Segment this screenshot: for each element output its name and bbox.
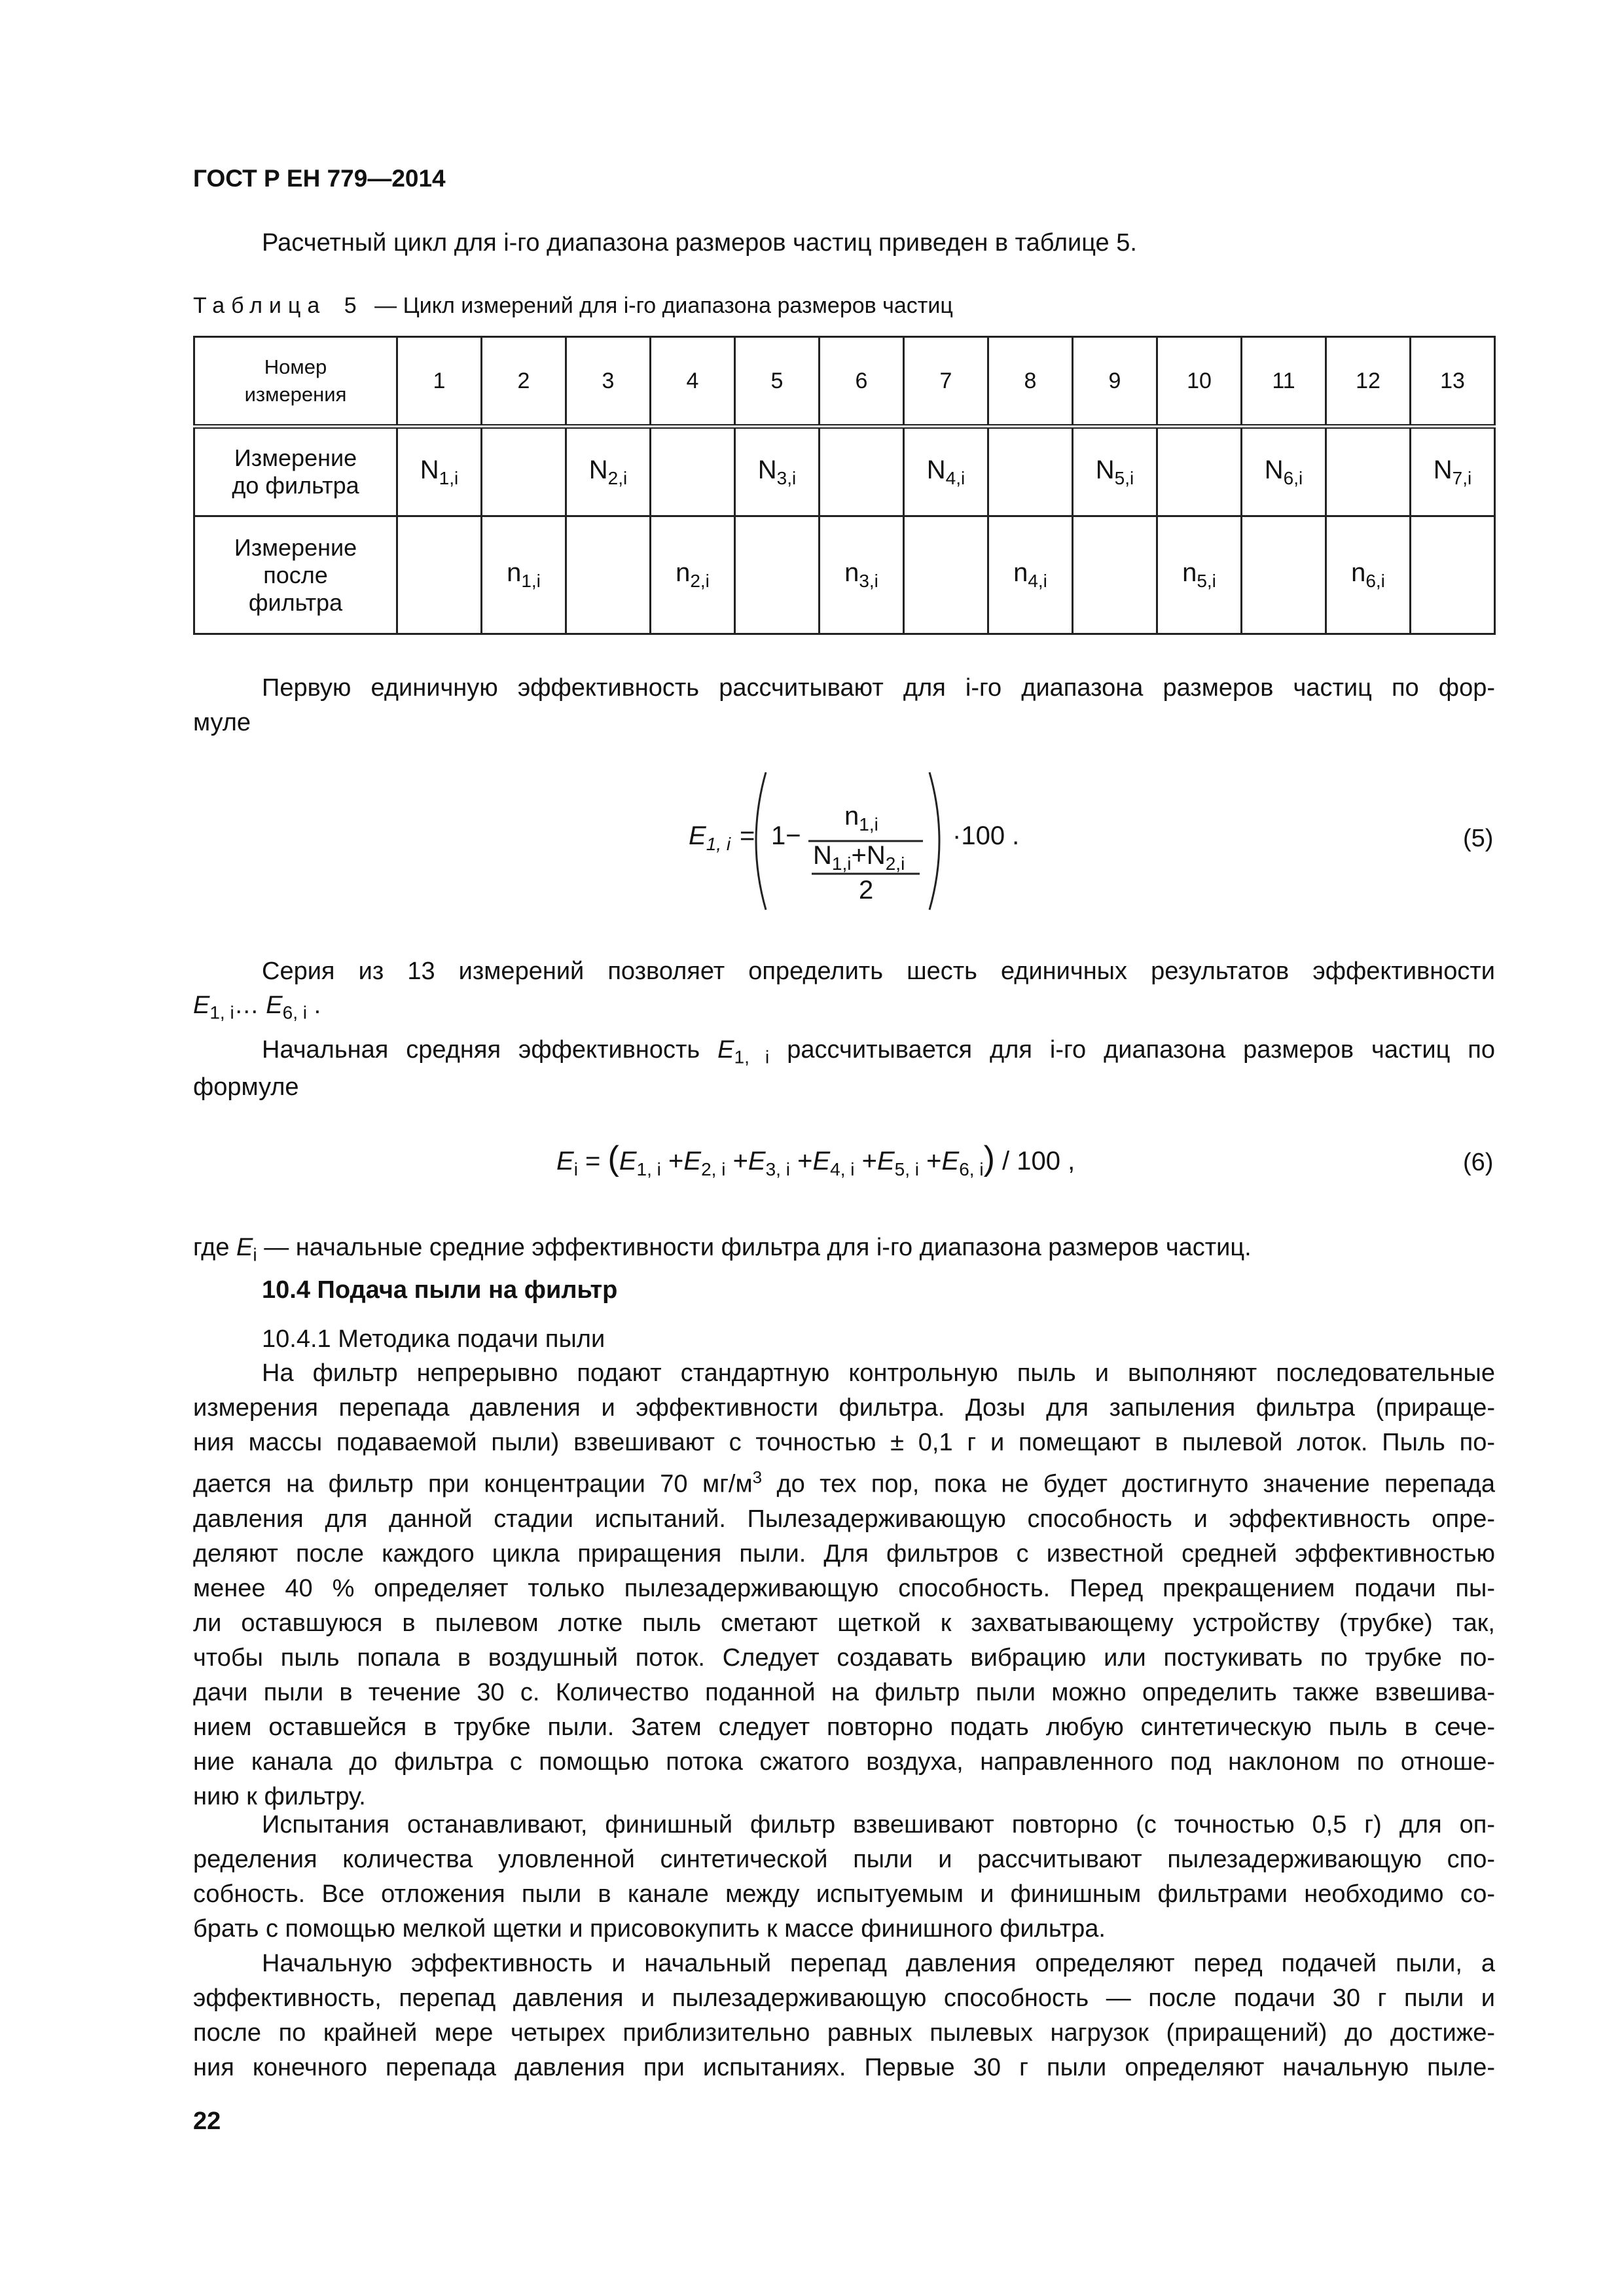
value-cell xyxy=(1073,516,1157,634)
value-cell xyxy=(1157,427,1242,516)
value-cell xyxy=(1157,516,1242,634)
value-cell xyxy=(1242,427,1326,516)
value-subscript: 5,i xyxy=(1197,571,1216,591)
formula-6-number: (6) xyxy=(1463,1149,1494,1176)
table-caption-word: Таблица xyxy=(193,293,327,318)
paragraph-line: ние канала до фильтра с помощью потока сжатого воздуха, направленного под наклоном по отноше- xyxy=(193,1748,1495,1776)
where-definition: где $E_i$ — начальные средние эффективности фильтра для i-го диапазона размеров частиц. xyxy=(193,1234,1252,1265)
value-cell xyxy=(904,516,988,634)
formula-5 xyxy=(681,769,1047,913)
measurement-number-cell: 7 xyxy=(904,337,988,427)
subsection-title: 10.4.1 Методика подачи пыли xyxy=(262,1325,605,1353)
value-base: N xyxy=(757,455,777,484)
paragraph-line: На фильтр непрерывно подают стандартную контрольную пыль и выполняют последовательные xyxy=(262,1359,1495,1387)
row-after-filter xyxy=(194,516,1495,634)
value-base: N xyxy=(926,455,946,484)
value-cell xyxy=(1326,427,1411,516)
paragraph-line: Начальную эффективность и начальный перепад давления определяют перед подачей пыли, а xyxy=(262,1950,1495,1977)
measurement-number-cell: 11 xyxy=(1242,337,1326,427)
first-efficiency-paragraph-line2: муле xyxy=(193,709,251,736)
value-cell xyxy=(820,427,904,516)
paragraph-line: брать с помощью мелкой щетки и присовокупить к массе финишного фильтра. xyxy=(193,1915,1106,1943)
measurement-number-cell: 2 xyxy=(482,337,566,427)
value-cell xyxy=(397,516,482,634)
value-base: N xyxy=(420,455,439,484)
dust-feeding-paragraph xyxy=(193,1356,1495,1814)
value-subscript: 1,i xyxy=(521,571,541,591)
paragraph-line: эффективность, перепад давления и пылезадерживающую способность — после подачи 30 г пыли и xyxy=(193,1984,1495,2012)
value-base: N xyxy=(1433,455,1453,484)
formula-5-one: 1− xyxy=(771,821,801,850)
row-before-filter xyxy=(194,427,1495,516)
paragraph-line: собность. Все отложения пыли в канале между испытуемым и финишным фильтрами необходимо со- xyxy=(193,1880,1495,1908)
measurement-number-cell: 8 xyxy=(988,337,1073,427)
value-base: N xyxy=(1264,455,1284,484)
measurement-number-cell: 1 xyxy=(397,337,482,427)
initial-efficiency-line1: Начальная средняя эффективность $E_{1, i}$ рассчитывается для i-го диапазона размеров частиц по xyxy=(262,1036,1496,1067)
paragraph-line: измерения перепада давления и эффективности фильтра. Дозы для запыления фильтра (прираще- xyxy=(193,1394,1495,1422)
value-cell xyxy=(735,516,820,634)
value-subscript: 2,i xyxy=(690,571,710,591)
initial-efficiency-paragraph xyxy=(193,1946,1495,2085)
value-base: n xyxy=(507,558,522,587)
value-base: n xyxy=(844,558,859,587)
paragraph-line: ли оставшуюся в пылевом лотке пыль сметают щеткой к захватывающему устройству (трубке) так, xyxy=(193,1609,1495,1637)
value-cell xyxy=(482,516,566,634)
section-title: 10.4 Подача пыли на фильтр xyxy=(262,1276,618,1304)
paragraph-line: ния массы подаваемой пыли) взвешивают с точностью ± 0,1 г и помещают в пылевой лоток. Пыль по- xyxy=(193,1429,1495,1456)
value-subscript: 4,i xyxy=(945,467,965,488)
value-subscript: 6,i xyxy=(1283,467,1303,488)
value-subscript: 3,i xyxy=(776,467,797,488)
value-base: n xyxy=(1182,558,1197,587)
table-header-row xyxy=(194,337,1495,427)
value-cell xyxy=(735,427,820,516)
paragraph-line: ределения количества уловленной синтетической пыли и рассчитывают пылезадерживающую спо- xyxy=(193,1846,1495,1873)
measurement-number-cell: 13 xyxy=(1411,337,1495,427)
paragraph-line: деляют после каждого цикла приращения пыли. Для фильтров с известной средней эффективностью xyxy=(193,1539,1495,1568)
value-cell xyxy=(566,516,651,634)
value-base: n xyxy=(1351,558,1366,587)
formula-5-multiplier: ·100 . xyxy=(952,821,1020,850)
value-cell xyxy=(1411,427,1495,516)
value-cell xyxy=(1326,516,1411,634)
row-label-line: Измерение xyxy=(234,533,357,561)
formula-5-denominator: $N_{1,i}+N_{2,i}$ xyxy=(813,841,905,874)
formula-5-lhs: $E_{1, i}$ xyxy=(689,821,731,854)
right-paren-shape xyxy=(929,772,939,910)
test-stop-paragraph xyxy=(193,1808,1495,1946)
value-base: N xyxy=(588,455,608,484)
series-paragraph-line2: $E_{1, i}\dots$ $E_{6, i}$ . xyxy=(193,992,321,1023)
value-cell xyxy=(1242,516,1326,634)
paragraph-line: ния конечного перепада давления при испытаниях. Первые 30 г пыли определяют начальную пыле- xyxy=(193,2054,1495,2081)
value-subscript: 6,i xyxy=(1365,571,1385,591)
formula-5-eq: = xyxy=(740,821,755,850)
value-subscript: 2,i xyxy=(607,467,628,488)
document-code: ГОСТ Р ЕН 779—2014 xyxy=(193,165,446,192)
paragraph-line: чтобы пыль попала в воздушный поток. Следует создавать вибрацию или постукивать по трубке по- xyxy=(193,1643,1495,1672)
measurement-number-cell: 9 xyxy=(1073,337,1157,427)
formula-6: $E_i = (E_{1, i} +E_{2, i} +E_{3, i} +E_{4, i} +E_{5, i} +E_{6, i}) / 100$ , xyxy=(556,1139,1075,1179)
value-cell xyxy=(988,516,1073,634)
row-label-line: после xyxy=(263,561,328,588)
value-cell xyxy=(988,427,1073,516)
paragraph-line: нием оставшейся в трубке пыли. Затем следует повторно подать любую синтетическую пыль в сече- xyxy=(193,1713,1495,1741)
measurement-number-cell: 12 xyxy=(1326,337,1411,427)
paragraph-line: дачи пыли в течение 30 с. Количество поданной на фильтр пыли можно определить также взвешива- xyxy=(193,1678,1495,1706)
value-cell xyxy=(904,427,988,516)
row-label-line: фильтра xyxy=(248,588,343,616)
left-paren-shape xyxy=(756,772,766,910)
table-caption-text: — Цикл измерений для i-го диапазона размеров частиц xyxy=(374,293,953,318)
row-label-line: до фильтра xyxy=(232,472,359,499)
formula-5-number: (5) xyxy=(1463,825,1494,852)
value-cell xyxy=(482,427,566,516)
first-efficiency-paragraph-line1: Первую единичную эффективность рассчитывают для i-го диапазона размеров частиц по фор- xyxy=(262,674,1495,702)
value-base: N xyxy=(1095,455,1115,484)
paragraph-line: Испытания останавливают, финишный фильтр взвешивают повторно (с точностью 0,5 г) для оп- xyxy=(262,1811,1495,1839)
measurement-number-cell: 3 xyxy=(566,337,651,427)
row-label-line: Измерение xyxy=(234,444,357,471)
header-label-line: измерения xyxy=(244,383,347,406)
series-paragraph-line1: Серия из 13 измерений позволяет определить шесть единичных результатов эффективности xyxy=(262,958,1495,985)
value-subscript: 7,i xyxy=(1452,467,1472,488)
table-caption-number: 5 xyxy=(344,293,357,318)
formula-5-two: 2 xyxy=(859,876,874,905)
measurement-cycle-table xyxy=(193,336,1496,635)
measurement-number-cell: 6 xyxy=(820,337,904,427)
intro-paragraph: Расчетный цикл для i-го диапазона размеров частиц приведен в таблице 5. xyxy=(262,229,1137,257)
value-subscript: 3,i xyxy=(859,571,878,591)
value-cell xyxy=(820,516,904,634)
row-label-cell xyxy=(194,516,397,634)
paragraph-line: менее 40 % определяет только пылезадерживающую способность. Перед прекращением подачи пы- xyxy=(193,1574,1495,1602)
value-subscript: 1,i xyxy=(439,467,459,488)
header-label-cell xyxy=(194,337,397,427)
value-base: n xyxy=(1013,558,1028,587)
table-caption xyxy=(193,293,953,319)
paragraph-line: после по крайней мере четырех приблизительно равных пылевых нагрузок (приращений) до достиже- xyxy=(193,2019,1495,2047)
paragraph-line: давления для данной стадии испытаний. Пылезадерживающую способность и эффективность опре- xyxy=(193,1505,1495,1533)
value-cell xyxy=(566,427,651,516)
paragraph-line: дается на фильтр при концентрации 70 $мг/м^3$ до тех пор, пока не будет достигнуто значение перепада xyxy=(193,1467,1496,1498)
value-cell xyxy=(397,427,482,516)
value-cell xyxy=(651,427,735,516)
formula-5-numerator: $n_{1,i}$ xyxy=(844,802,878,834)
value-subscript: 5,i xyxy=(1114,467,1134,488)
value-cell xyxy=(1073,427,1157,516)
value-subscript: 4,i xyxy=(1028,571,1047,591)
value-base: n xyxy=(676,558,691,587)
page-number: 22 xyxy=(193,2108,221,2135)
measurement-number-cell: 10 xyxy=(1157,337,1242,427)
header-label-line: Номер xyxy=(264,355,327,378)
initial-efficiency-line2: формуле xyxy=(193,1073,299,1101)
row-label-cell xyxy=(194,427,397,516)
value-cell xyxy=(1411,516,1495,634)
paragraph-line: нию к фильтру. xyxy=(193,1782,366,1810)
measurement-number-cell: 5 xyxy=(735,337,820,427)
measurement-number-cell: 4 xyxy=(651,337,735,427)
value-cell xyxy=(651,516,735,634)
